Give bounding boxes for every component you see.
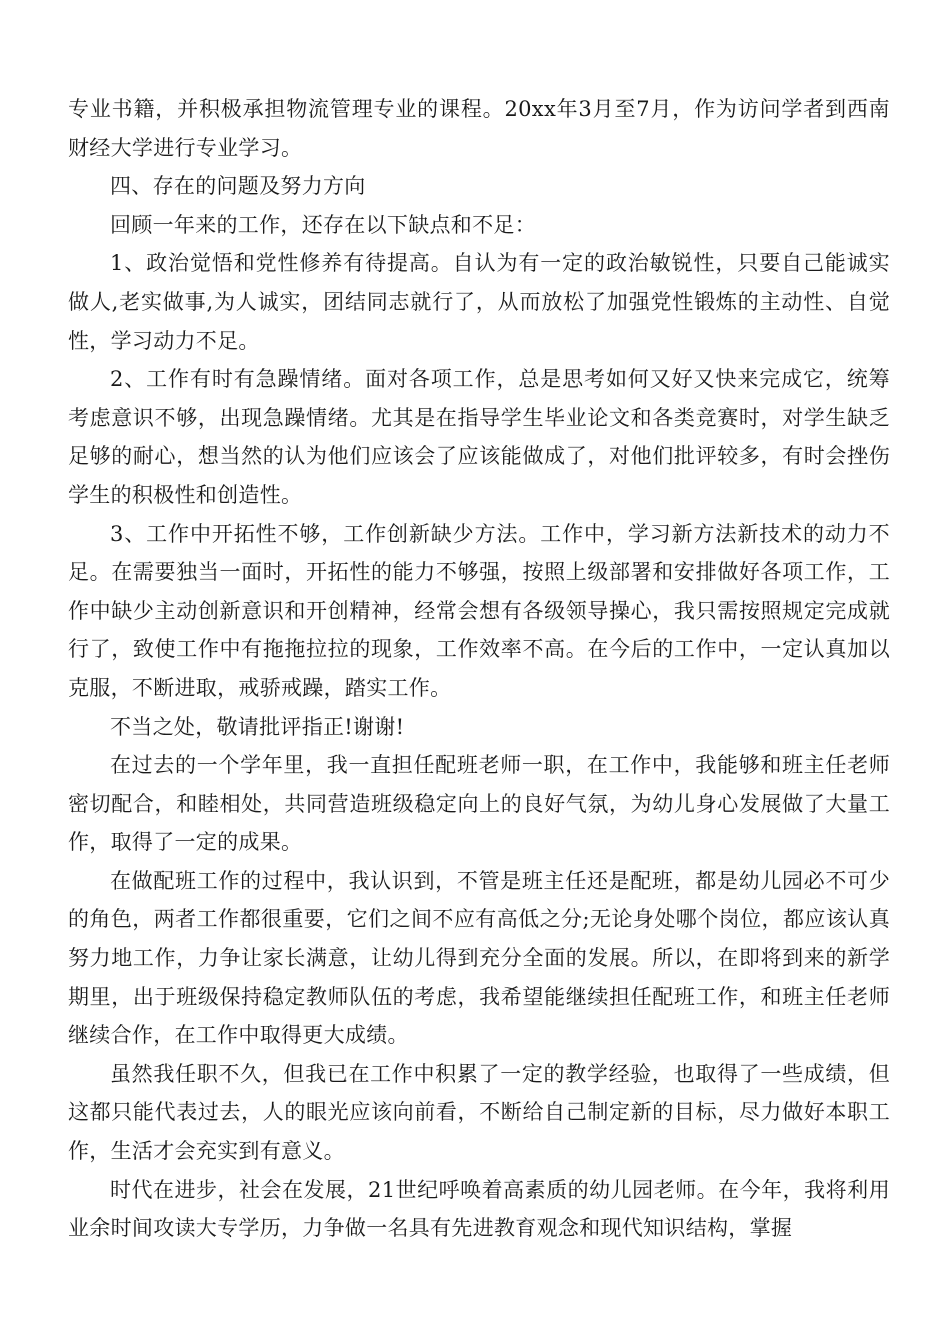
section-heading: 四、存在的问题及努力方向 bbox=[110, 174, 366, 199]
paragraph-11: 时代在进步，社会在发展，21世纪呼唤着高素质的幼儿园老师。在今年，我将利用业余时间攻读大专学历，力争做一名具有先进教育观念和现代知识结构，掌握 bbox=[68, 1177, 890, 1241]
paragraph-7: 不当之处，敬请批评指正!谢谢! bbox=[110, 714, 405, 739]
paragraph-5: 2、工作有时有急躁情绪。面对各项工作，总是思考如何又好又快来完成它，统筹考虑意识不够，出现急躁情绪。尤其是在指导学生毕业论文和各类竞赛时，对学生缺乏足够的耐心，想当然的认为他们应该会了应该能做成了，对他们批评较多，有时会挫伤学生的积极性和创造性。 bbox=[68, 367, 890, 507]
paragraph-10: 虽然我任职不久，但我已在工作中积累了一定的教学经验，也取得了一些成绩，但这都只能代表过去，人的眼光应该向前看，不断给自己制定新的目标，尽力做好本职工作，生活才会充实到有意义。 bbox=[68, 1061, 890, 1164]
paragraph-9: 在做配班工作的过程中，我认识到，不管是班主任还是配班，都是幼儿园必不可少的角色，两者工作都很重要，它们之间不应有高低之分;无论身处哪个岗位，都应该认真努力地工作，力争让家长满意，让幼儿得到充分全面的发展。所以，在即将到来的新学期里，出于班级保持稳定教师队伍的考虑，我希望能继续担任配班工作，和班主任老师继续合作，在工作中取得更大成绩。 bbox=[68, 868, 890, 1048]
paragraph-6: 3、工作中开拓性不够，工作创新缺少方法。工作中，学习新方法新技术的动力不足。在需要独当一面时，开拓性的能力不够强，按照上级部署和安排做好各项工作，工作中缺少主动创新意识和开创精神，经常会想有各级领导操心，我只需按照规定完成就行了，致使工作中有拖拖拉拉的现象，工作效率不高。在今后的工作中，一定认真加以克服，不断进取，戒骄戒躁，踏实工作。 bbox=[68, 521, 890, 700]
paragraph-4: 1、政治觉悟和党性修养有待提高。自认为有一定的政治敏锐性，只要自己能诚实做人,老实做事,为人诚实，团结同志就行了，从而放松了加强党性锻炼的主动性、自觉性，学习动力不足。 bbox=[68, 251, 890, 353]
document-page bbox=[68, 90, 890, 1248]
paragraph-8: 在过去的一个学年里，我一直担任配班老师一职，在工作中，我能够和班主任老师密切配合，和睦相处，共同营造班级稳定向上的良好气氛，为幼儿身心发展做了大量工作，取得了一定的成果。 bbox=[68, 753, 890, 855]
paragraph-1: 专业书籍，并积极承担物流管理专业的课程。20xx年3月至7月，作为访问学者到西南财经大学进行专业学习。 bbox=[68, 97, 890, 160]
paragraph-3: 回顾一年来的工作，还存在以下缺点和不足： bbox=[110, 212, 536, 237]
